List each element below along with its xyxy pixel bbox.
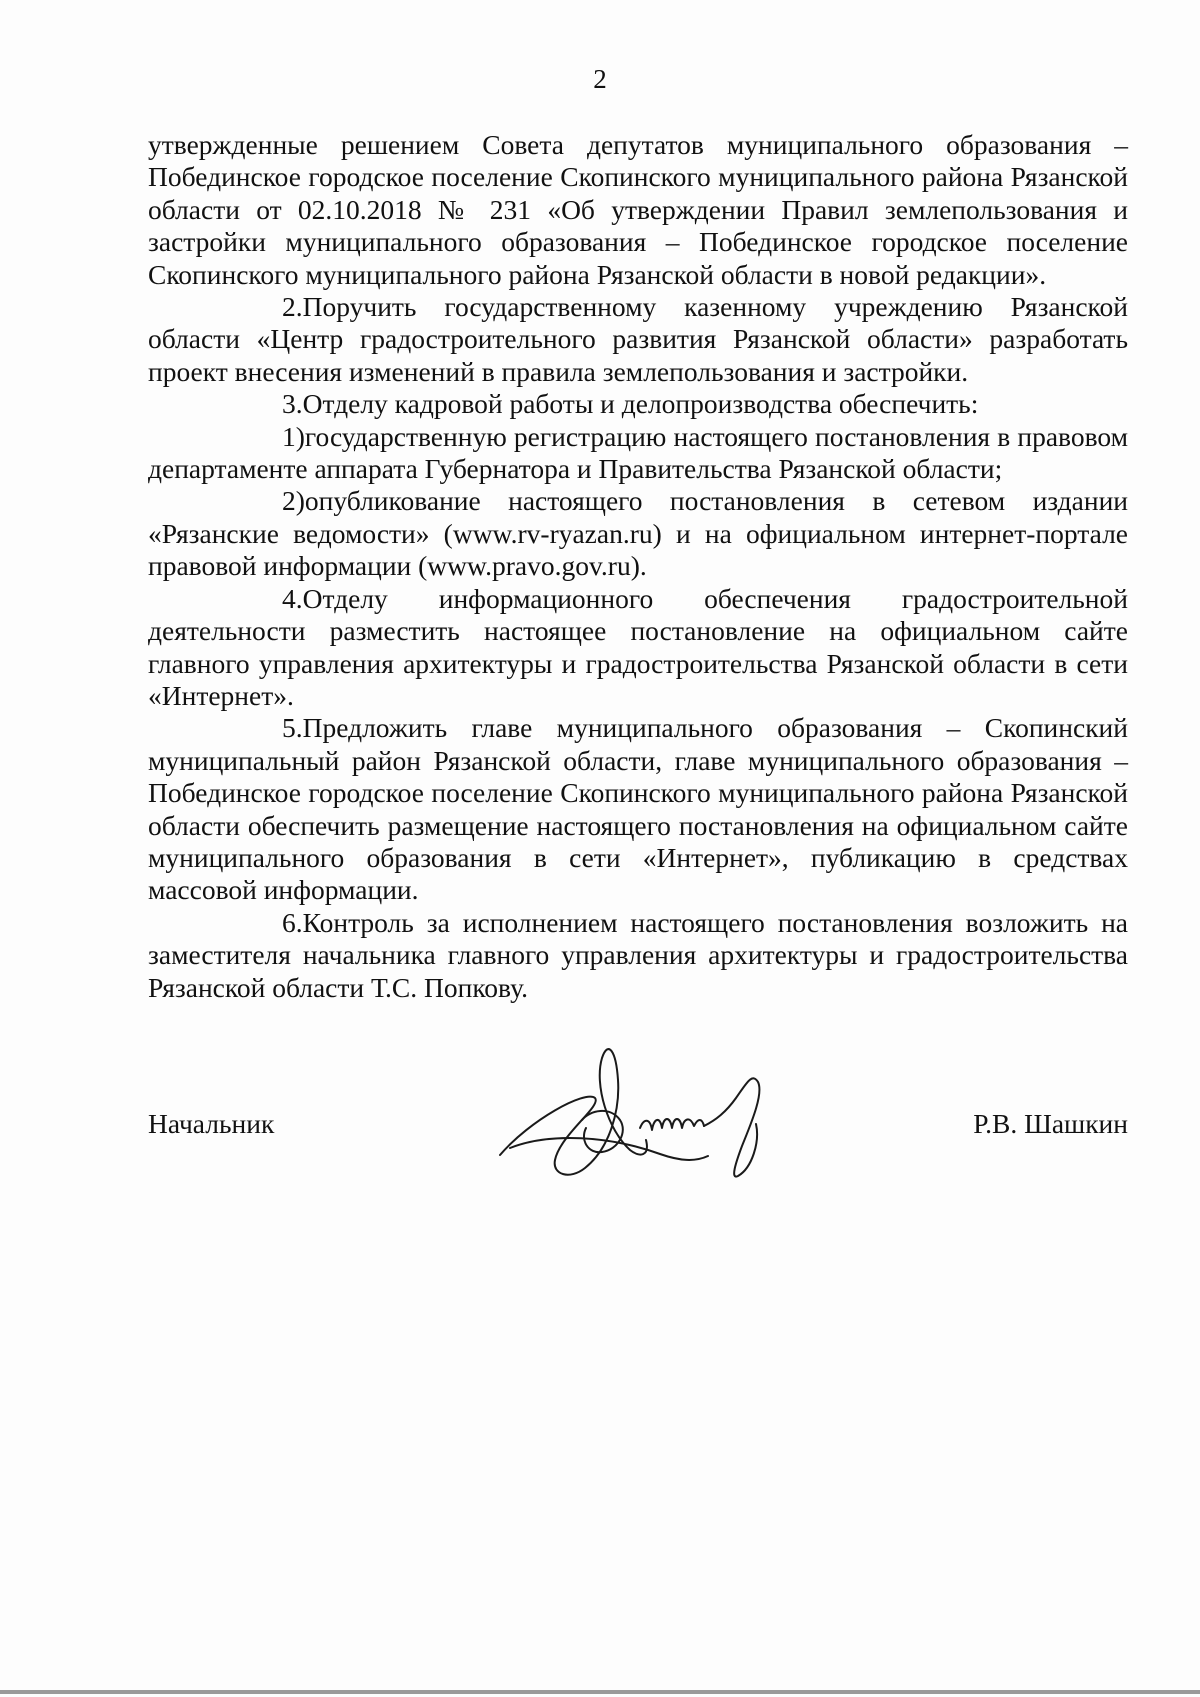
paragraph-text: Контроль за исполнением настоящего постановления возложить на заместителя начальника главного управления архитектуры и градостроительства Рязанской области Т.С. Попкову. <box>148 906 1128 1003</box>
paragraph-item-6 <box>148 907 1128 1004</box>
paragraph-text: утвержденные решением Совета депутатов муниципального образования – Побединское городское поселение Скопинского муниципального района Рязанской области от 02.10.2018 № 231 «Об утверждении Правил землепользования и застройки муниципального образования – Побединское городское поселение Скопинского муниципального района Рязанской области в новой редакции». <box>148 129 1128 290</box>
document-body <box>148 129 1128 1004</box>
paragraph-text: Предложить главе муниципального образования – Скопинский муниципальный район Рязанской области, главе муниципального образования – Побединское городское поселение Скопинского муниципального района Рязанской области обеспечить размещение настоящего постановления на официальном сайте муниципального образования в сети «Интернет», публикацию в средствах массовой информации. <box>148 712 1128 906</box>
paragraph-text: опубликование настоящего постановления в сетевом издании «Рязанские ведомости» (www.rv-ryazan.ru) и на официальном интернет-портале правовой информации (www.pravo.gov.ru). <box>148 485 1128 582</box>
paragraph-subitem-1 <box>148 421 1128 486</box>
paragraph-number: 3. <box>282 388 303 420</box>
paragraph-item-3 <box>148 388 1128 420</box>
paragraph-number: 2) <box>282 485 305 517</box>
signatory-name: Р.В. Шашкин <box>973 1108 1128 1139</box>
page-number: 2 <box>593 64 607 94</box>
paragraph-number: 6. <box>282 906 303 938</box>
signature-block <box>148 1108 1128 1148</box>
paragraph-item-2 <box>148 291 1128 388</box>
scan-edge-divider <box>0 1690 1200 1694</box>
paragraph-item-5 <box>148 712 1128 906</box>
paragraph-number: 5. <box>282 712 303 744</box>
paragraph-item-4 <box>148 583 1128 713</box>
paragraph-text: государственную регистрацию настоящего постановления в правовом департаменте аппарата Губернатора и Правительства Рязанской области; <box>148 420 1128 485</box>
paragraph-number: 4. <box>282 582 303 614</box>
paragraph-number: 1) <box>282 420 305 452</box>
paragraph-text: Отделу информационного обеспечения градостроительной деятельности разместить настоящее постановление на официальном сайте главного управления архитектуры и градостроительства Рязанской области в сети «Интернет». <box>148 582 1128 711</box>
signatory-title: Начальник <box>148 1108 275 1139</box>
paragraph-number: 2. <box>282 291 303 323</box>
paragraph-continuation <box>148 129 1128 291</box>
paragraph-text: Отделу кадровой работы и делопроизводства обеспечить: <box>302 388 979 420</box>
paragraph-text: Поручить государственному казенному учреждению Рязанской области «Центр градостроительного развития Рязанской области» разработать проект внесения изменений в правила землепользования и застройки. <box>148 291 1128 387</box>
paragraph-subitem-2 <box>148 485 1128 582</box>
